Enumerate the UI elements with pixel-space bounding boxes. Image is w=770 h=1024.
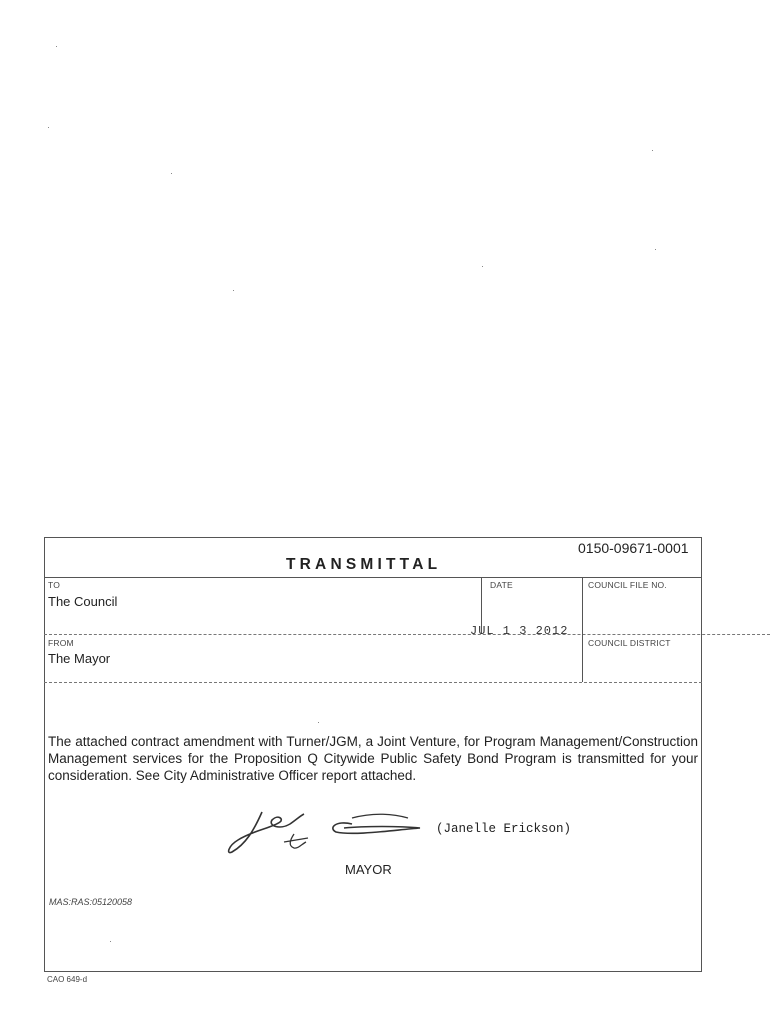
council-district-label: COUNCIL DISTRICT [588, 638, 671, 648]
date-stamp: JUL 1 3 2012 [470, 624, 569, 638]
council-file-label: COUNCIL FILE NO. [588, 580, 667, 590]
signatory-name: (Janelle Erickson) [436, 822, 572, 836]
signatory-role: MAYOR [345, 862, 392, 877]
to-from-divider [44, 634, 770, 635]
reference-code: MAS:RAS:05120058 [49, 897, 133, 907]
transmittal-body: The attached contract amendment with Turner/JGM, a Joint Venture, for Program Management/Construction Management services for the Proposition Q Citywide Public Safety Bond Program is transmitted for your consideration. See City Administrative Officer report attached. [48, 734, 698, 783]
form-title: TRANSMITTAL [286, 556, 442, 573]
form-id: CAO 649-d [47, 975, 88, 984]
to-label: TO [48, 580, 61, 590]
header-divider [44, 682, 702, 683]
file-column-divider [582, 577, 583, 682]
document-number: 0150-09671-0001 [578, 540, 689, 556]
title-divider [44, 577, 702, 578]
to-value: The Council [48, 594, 118, 609]
date-label: DATE [490, 580, 513, 590]
from-label: FROM [48, 638, 74, 648]
handwritten-signature [224, 800, 434, 860]
from-value: The Mayor [48, 651, 111, 666]
